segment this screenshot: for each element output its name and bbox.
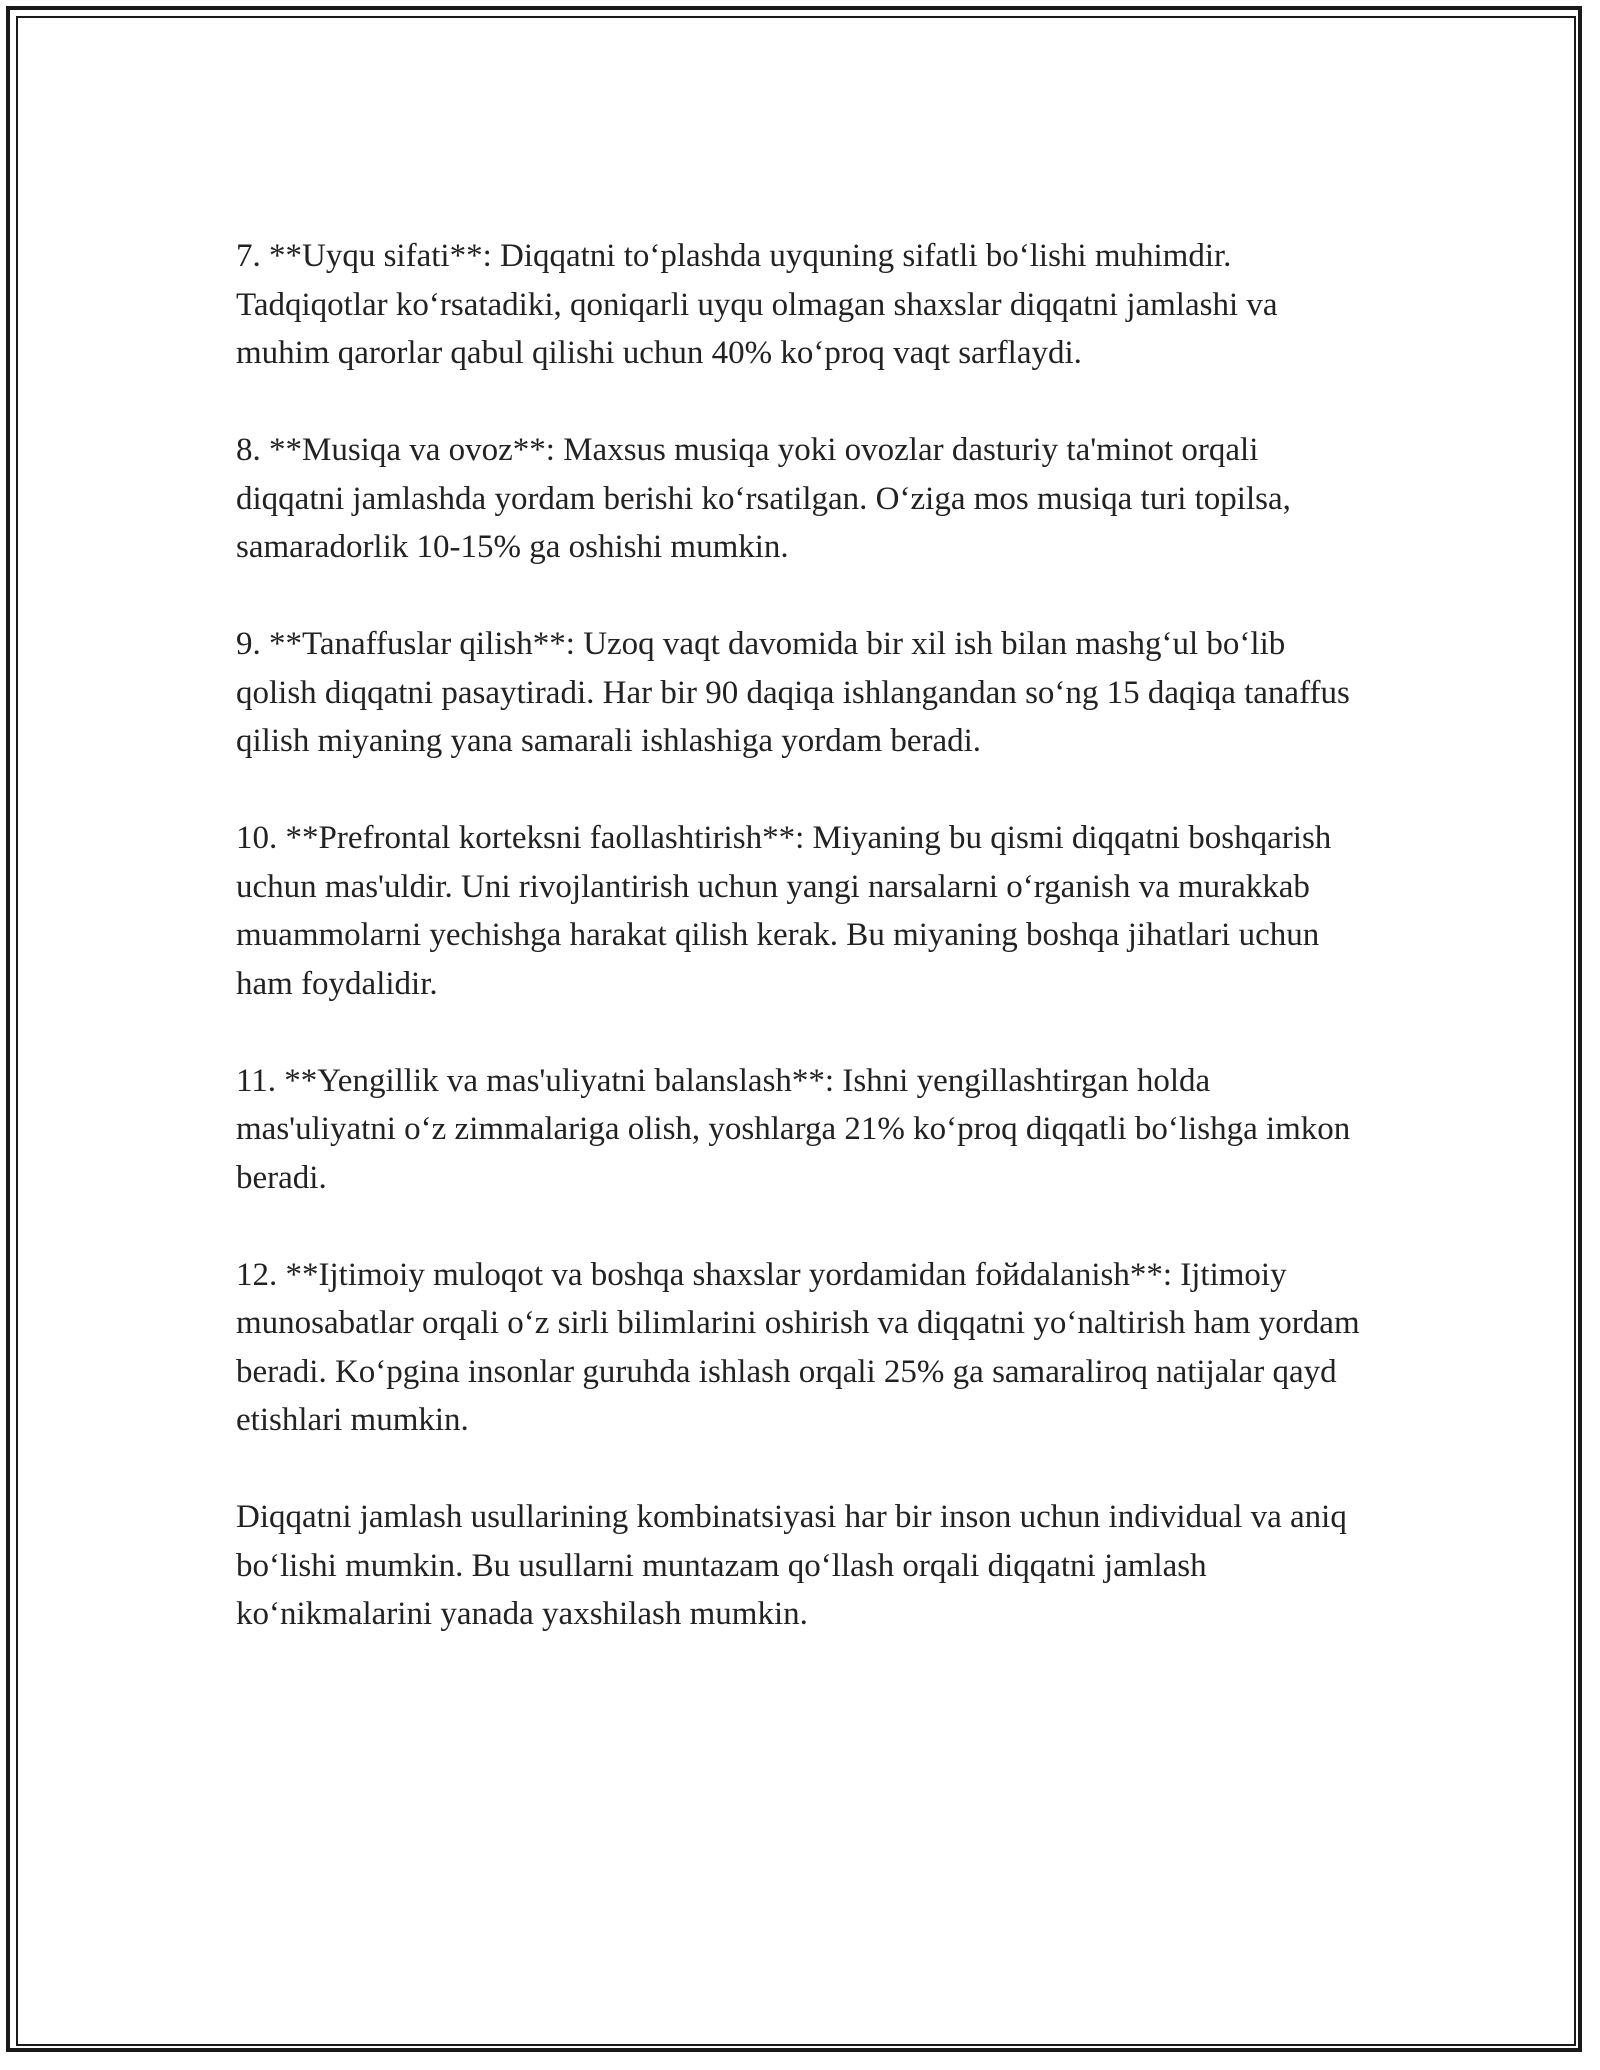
paragraph-conclusion: Diqqatni jamlash usullarining kombinatsiyasi har bir inson uchun individual va aniq bo‘lishi mumkin. Bu usullarni muntazam qo‘llash orqali diqqatni jamlash ko‘nikmalarini yanada yaxshilash mumkin. — [236, 1499, 1347, 1632]
paragraph-item-8: 8. **Musiqa va ovoz**: Maxsus musiqa yoki ovozlar dasturiy ta'minot orqali diqqatni jamlashda yordam berishi ko‘rsatilgan. O‘ziga mos musiqa turi topilsa, samaradorlik 10-15% ga oshishi mumkin. — [236, 432, 1291, 565]
paragraph-item-10: 10. **Prefrontal korteksni faollashtirish**: Miyaning bu qismi diqqatni boshqarish uchun mas'uldir. Uni rivojlantirish uchun yangi narsalarni o‘rganish va murakkab muammolarni yechishga harakat qilish kerak. Bu miyaning boshqa jihatlari uchun ham foydalidir. — [236, 820, 1332, 1002]
document-body — [236, 232, 1366, 1687]
paragraph-item-7: 7. **Uyqu sifati**: Diqqatni to‘plashda uyquning sifatli bo‘lishi muhimdir. Tadqiqotlar ko‘rsatadiki, qoniqarli uyqu olmagan shaxslar diqqatni jamlashi va muhim qarorlar qabul qilishi uchun 40% ko‘proq vaqt sarflaydi. — [236, 238, 1278, 371]
paragraph-item-9: 9. **Tanaffuslar qilish**: Uzoq vaqt davomida bir xil ish bilan mashg‘ul bo‘lib qolish diqqatni pasaytiradi. Har bir 90 daqiqa ishlangandan so‘ng 15 daqiqa tanaffus qilish miyaning yana samarali ishlashiga yordam beradi. — [236, 626, 1350, 759]
paragraph-item-12: 12. **Ijtimoiy muloqot va boshqa shaxslar yordamidan foйdalanish**: Ijtimoiy munosabatlar orqali o‘z sirli bilimlarini oshirish va diqqatni yo‘naltirish ham yordam beradi. Ko‘pgina insonlar guruhda ishlash orqali 25% ga samaraliroq natijalar qayd etishlari mumkin. — [236, 1256, 1360, 1438]
paragraph-item-11: 11. **Yengillik va mas'uliyatni balanslash**: Ishni yengillashtirgan holda mas'uliyatni o‘z zimmalariga olish, yoshlarga 21% ko‘proq diqqatli bo‘lishga imkon beradi. — [236, 1062, 1351, 1196]
